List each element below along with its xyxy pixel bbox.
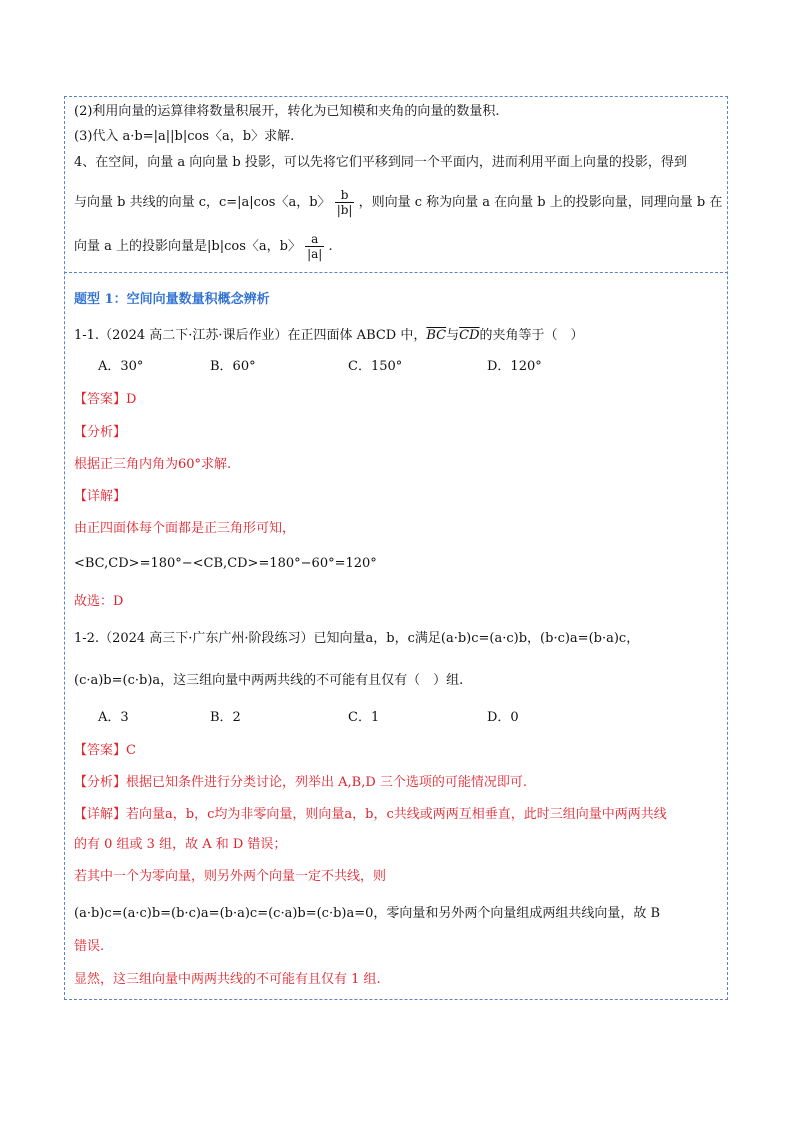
vector-bc: $\overline{BC}$ xyxy=(426,328,447,343)
q1-detail-label: 【详解】 xyxy=(74,489,127,504)
q1-analysis-text: 根据正三角内角为60°求解. xyxy=(74,457,232,472)
q1-analysis-label: 【分析】 xyxy=(74,425,127,440)
q2-option-b: B．2 xyxy=(210,710,241,725)
q2-option-d: D．0 xyxy=(487,710,519,725)
section-title: 题型 1：空间向量数量积概念辨析 xyxy=(74,292,270,307)
projection-fraction-b: $\frac{b}{|b|}$ xyxy=(336,188,353,217)
q2-analysis-text: 根据已知条件进行分类讨论，列举出 A,B,D 三个选项的可能情况即可. xyxy=(126,775,528,790)
q2-answer: 【答案】C xyxy=(74,743,136,758)
q2-option-c: C．1 xyxy=(348,710,380,725)
q2-detail-line-6: 显然，这三组向量中两两共线的不可能有且仅有 1 组. xyxy=(74,972,381,987)
q2-option-a: A．3 xyxy=(98,710,129,725)
q2-analysis xyxy=(74,774,527,792)
q2-detail-line-3: 若其中一个为零向量，则另外两个向量一定不共线，则 xyxy=(74,869,387,884)
q2-detail xyxy=(74,806,667,824)
q1-detail-formula: <BC,CD>=180°−<CB,CD>=180°−60°=120° xyxy=(74,556,377,571)
q1-option-b: B．60° xyxy=(210,359,256,374)
q1-option-a: A．30° xyxy=(98,359,144,374)
q1-detail-text: 由正四面体每个面都是正三角形可知， xyxy=(74,521,296,536)
projection-text-a: 与向量 b 共线的向量 c，c=|a|cos〈a，b〉 xyxy=(74,195,331,210)
summary-line-2: (2)利用向量的运算律将数量积展开，转化为已知模和夹角的向量的数量积. xyxy=(74,104,500,119)
q2-detail-line-1: 若向量a，b，c均为非零向量，则向量a，b，c共线或两两互相垂直，此时三组向量中两两共线 xyxy=(126,807,667,822)
q2-analysis-label: 【分析】 xyxy=(74,775,127,790)
projection-b-text-a: 向量 a 上的投影向量是|b|cos〈a，b〉 xyxy=(74,239,301,254)
projection-fraction-a: $\frac{a}{|a|}$ xyxy=(307,232,323,261)
vector-cd: $\overline{CD}$ xyxy=(459,328,480,343)
q1-stem: 1-1.（2024 高二下·江苏·课后作业）在正四面体 ABCD 中，$\overline{BC}$与$\overline{CD}$的夹角等于（ ） xyxy=(74,328,584,343)
summary-line-projection xyxy=(74,188,722,217)
q1-conclusion: 故选：D xyxy=(74,594,124,609)
projection-b-text-b: . xyxy=(328,239,333,254)
summary-line-4: 4、在空间，向量 a 向向量 b 投影，可以先将它们平移到同一个平面内，进而利用平面上向量的投影，得到 xyxy=(74,155,687,170)
q2-stem-line-2: (c·a)b=(c·b)a，这三组向量中两两共线的不可能有且仅有（ ）组. xyxy=(74,673,464,688)
q2-stem-line-1: 1-2.（2024 高三下·广东广州·阶段练习）已知向量a，b，c满足(a·b)c=(a·c)b，(b·c)a=(b·a)c， xyxy=(74,631,640,646)
q2-detail-line-5: 错误. xyxy=(74,939,105,954)
q2-detail-label: 【详解】 xyxy=(74,807,127,822)
q1-option-d: D．120° xyxy=(487,359,542,374)
q1-answer: 【答案】D xyxy=(74,392,137,407)
q2-detail-line-2: 的有 0 组或 3 组，故 A 和 D 错误； xyxy=(74,837,287,852)
summary-line-3: (3)代入 a·b=|a||b|cos〈a，b〉求解. xyxy=(74,129,295,144)
projection-text-b: ，则向量 c 称为向量 a 在向量 b 上的投影向量，同理向量 b 在 xyxy=(358,195,723,210)
summary-line-projection-b xyxy=(74,232,333,261)
q2-detail-line-4: (a·b)c=(a·c)b=(b·c)a=(b·a)c=(c·a)b=(c·b)a=0，零向量和另外两个向量组成两组共线向量，故 B xyxy=(74,906,661,921)
q1-option-c: C．150° xyxy=(348,359,403,374)
section-divider xyxy=(64,272,728,273)
